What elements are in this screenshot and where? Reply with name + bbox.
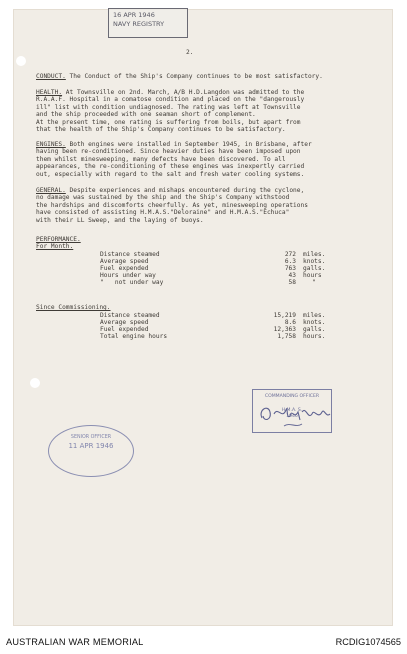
table-row-value: 43: [288, 272, 296, 279]
health-paragraph: HEALTH. At Townsville on 2nd. March, A/B H.D.Langdon was admitted to the R.A.A.F. Hospital in a comatose condition and placed on the "dangerously ill" list with condition undiagnosed. The rating was left at Townsville and the ship proceeded with one seaman short of complement. At the present time, one rating is suffering from boils, but apart from that the health of the Ship's Company continues to be satisfactory.: [36, 89, 305, 134]
table-row-unit: ": [312, 279, 316, 286]
registry-stamp-date: 16 APR 1946: [113, 11, 155, 19]
general-heading: GENERAL.: [36, 187, 66, 194]
table-row-label: Total engine hours: [100, 333, 168, 340]
table-row-value: 8.6: [284, 319, 296, 326]
table-row-label: Fuel expended: [100, 326, 149, 333]
table-row-unit: knots.: [303, 319, 326, 326]
table-row-unit: galls.: [303, 326, 326, 333]
table-row-value: 6.3: [284, 258, 296, 265]
footer-record-id: RCDIG1074565: [335, 637, 401, 647]
health-heading: HEALTH.: [36, 89, 63, 96]
registry-stamp-office: NAVY REGISTRY: [113, 20, 165, 28]
table-row-value: 1,758: [277, 333, 296, 340]
engines-heading: ENGINES.: [36, 141, 66, 148]
table-row-unit: miles.: [303, 312, 326, 319]
table-row-label: Average speed: [100, 319, 149, 326]
table-row-label: Average speed: [100, 258, 149, 265]
table-row-label: Distance steamed: [100, 251, 160, 258]
punch-hole: [16, 56, 26, 66]
punch-hole: [30, 378, 40, 388]
table-row-unit: knots.: [303, 258, 326, 265]
signature-scribble: [256, 398, 346, 432]
performance-heading: PERFORMANCE.: [36, 236, 81, 243]
table-row-value: 15,219: [273, 312, 296, 319]
table-row-value: 763: [284, 265, 296, 272]
table-row-unit: miles.: [303, 251, 326, 258]
senior-officer-stamp: SENIOR OFFICER 11 APR 1946: [48, 425, 134, 477]
navy-registry-stamp: [108, 8, 188, 38]
footer-bar: [0, 633, 407, 654]
table-row-label: Fuel expended: [100, 265, 149, 272]
table-row-label: Distance steamed: [100, 312, 160, 319]
table-row-unit: galls.: [303, 265, 326, 272]
signature: [256, 398, 346, 432]
for-month-heading: For Month.: [36, 243, 74, 250]
table-row-value: 272: [284, 251, 296, 258]
footer-publisher: AUSTRALIAN WAR MEMORIAL: [6, 637, 144, 647]
table-row-value: 58: [288, 279, 296, 286]
conduct-heading: CONDUCT.: [36, 73, 66, 80]
page-number: 2.: [186, 49, 194, 56]
table-row-unit: hours: [303, 272, 322, 279]
conduct-paragraph: CONDUCT. The Conduct of the Ship's Company continues to be most satisfactory.: [36, 73, 323, 80]
table-row-unit: hours.: [303, 333, 326, 340]
table-row-label: " not under way: [100, 279, 164, 286]
engines-paragraph: ENGINES. Both engines were installed in September 1945, in Brisbane, after having been re-conditioned. Since heavier duties have been imposed upon them whilst minesweeping, many defects have been discovered. To all appearances, the re-conditioning of these engines was inexpertly carried out, especially with regard to the salt and fresh water cooling systems.: [36, 141, 312, 178]
general-paragraph: GENERAL. Despite experiences and mishaps encountered during the cyclone, no damage was sustained by the ship and the Ship's Company withstood the hardships and discomforts cheerfully. As yet, minesweeping operations have consisted of assisting H.M.A.S."Deloraine" and H.M.A.S."Echuca" with their LL Sweep, and the laying of buoys.: [36, 187, 308, 224]
table-row-label: Hours under way: [100, 272, 156, 279]
commanding-officer-stamp: COMMANDING OFFICER H.M.A. S. 1946: [252, 389, 332, 433]
since-commissioning-heading: Since Commissioning.: [36, 304, 111, 311]
table-row-value: 12,363: [273, 326, 296, 333]
